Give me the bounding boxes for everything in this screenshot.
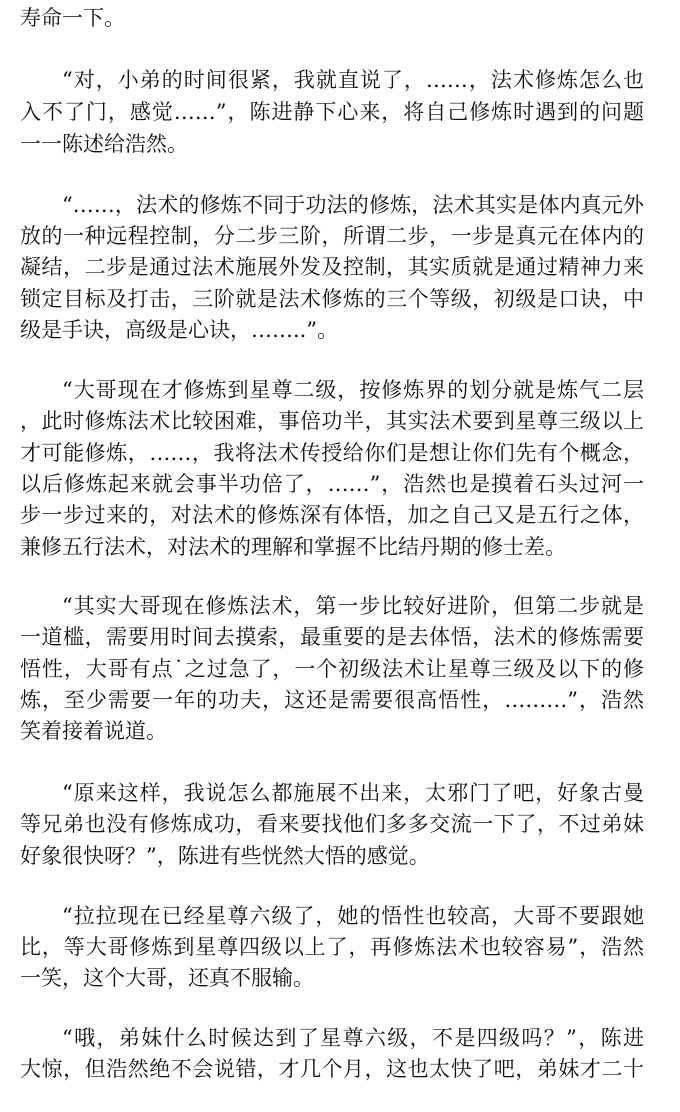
paragraph-line: “原来这样，我说怎么都施展不出来，太邪门了吧，好象古曼 xyxy=(62,781,644,805)
paragraph-line: “哦，弟妹什么时候达到了星尊六级，不是四级吗？”，陈进 xyxy=(62,1026,644,1050)
paragraph-line: 一道槛，需要用时间去摸索，最重要的是去体悟，法术的修炼需要 xyxy=(20,625,644,649)
paragraph-line: 入不了门，感觉……”，陈进静下心来，将自己修炼时遇到的问题 xyxy=(20,100,644,124)
paragraph-line: “拉拉现在已经星尊六级了，她的悟性也较高，大哥不要跟她 xyxy=(62,904,644,928)
paragraph-line: 一笑，这个大哥，还真不服输。 xyxy=(20,966,314,990)
paragraph-line: 锁定目标及打击，三阶就是法术修炼的三个等级，初级是口诀，中 xyxy=(20,287,644,311)
paragraph-line: 兼修五行法术，对法术的理解和掌握不比结丹期的修士差。 xyxy=(20,535,566,559)
paragraph-line: “其实大哥现在修炼法术，第一步比较好进阶，但第二步就是 xyxy=(62,594,644,618)
paragraph-line: 放的一种远程控制，分二步三阶，所谓二步，一步是真元在体内的 xyxy=(20,224,644,248)
paragraph-line: 炼，至少需要一年的功夫，这还是需要很高悟性，………”，浩然 xyxy=(20,688,644,712)
paragraph-line: 凝结，二步是通过法术施展外发及控制，其实质就是通过精神力来 xyxy=(20,255,644,279)
paragraph-line: 以后修炼起来就会事半功倍了，……”，浩然也是摸着石头过河一 xyxy=(20,472,644,496)
paragraph-line: 笑着接着说道。 xyxy=(20,719,167,743)
paragraph-line: 大惊，但浩然绝不会说错，才几个月，这也太快了吧，弟妹才二十 xyxy=(20,1057,644,1081)
paragraph-line: “对，小弟的时间很紧，我就直说了，……，法术修炼怎么也 xyxy=(62,68,644,92)
paragraph-line: ，此时修炼法术比较困难，事倍功半，其实法术要到星尊三级以上 xyxy=(20,409,644,433)
paragraph-line: 寿命一下。 xyxy=(20,6,125,30)
paragraph-line: 一一陈述给浩然。 xyxy=(20,132,188,156)
paragraph-line: 悟性，大哥有点˙之过急了，一个初级法术让星尊三级及以下的修 xyxy=(20,657,644,681)
paragraph-line: “大哥现在才修炼到星尊二级，按修炼界的划分就是炼气二层 xyxy=(62,378,644,402)
paragraph-line: 步一步过来的，对法术的修炼深有体悟，加之自己又是五行之体， xyxy=(20,503,644,527)
paragraph-line: 等兄弟也没有修炼成功，看来要找他们多多交流一下了，不过弟妹 xyxy=(20,812,644,836)
paragraph-line: 才可能修炼，……，我将法术传授给你们是想让你们先有个概念， xyxy=(20,441,644,465)
paragraph-line: “……，法术的修炼不同于功法的修炼，法术其实是体内真元外 xyxy=(62,193,644,217)
paragraph-line: 好象很快呀？”，陈进有些恍然大悟的感觉。 xyxy=(20,844,430,868)
paragraph-line: 级是手诀，高级是心诀，……..”。 xyxy=(20,318,339,342)
paragraph-line: 比，等大哥修炼到星尊四级以上了，再修炼法术也较容易”，浩然 xyxy=(20,935,644,959)
